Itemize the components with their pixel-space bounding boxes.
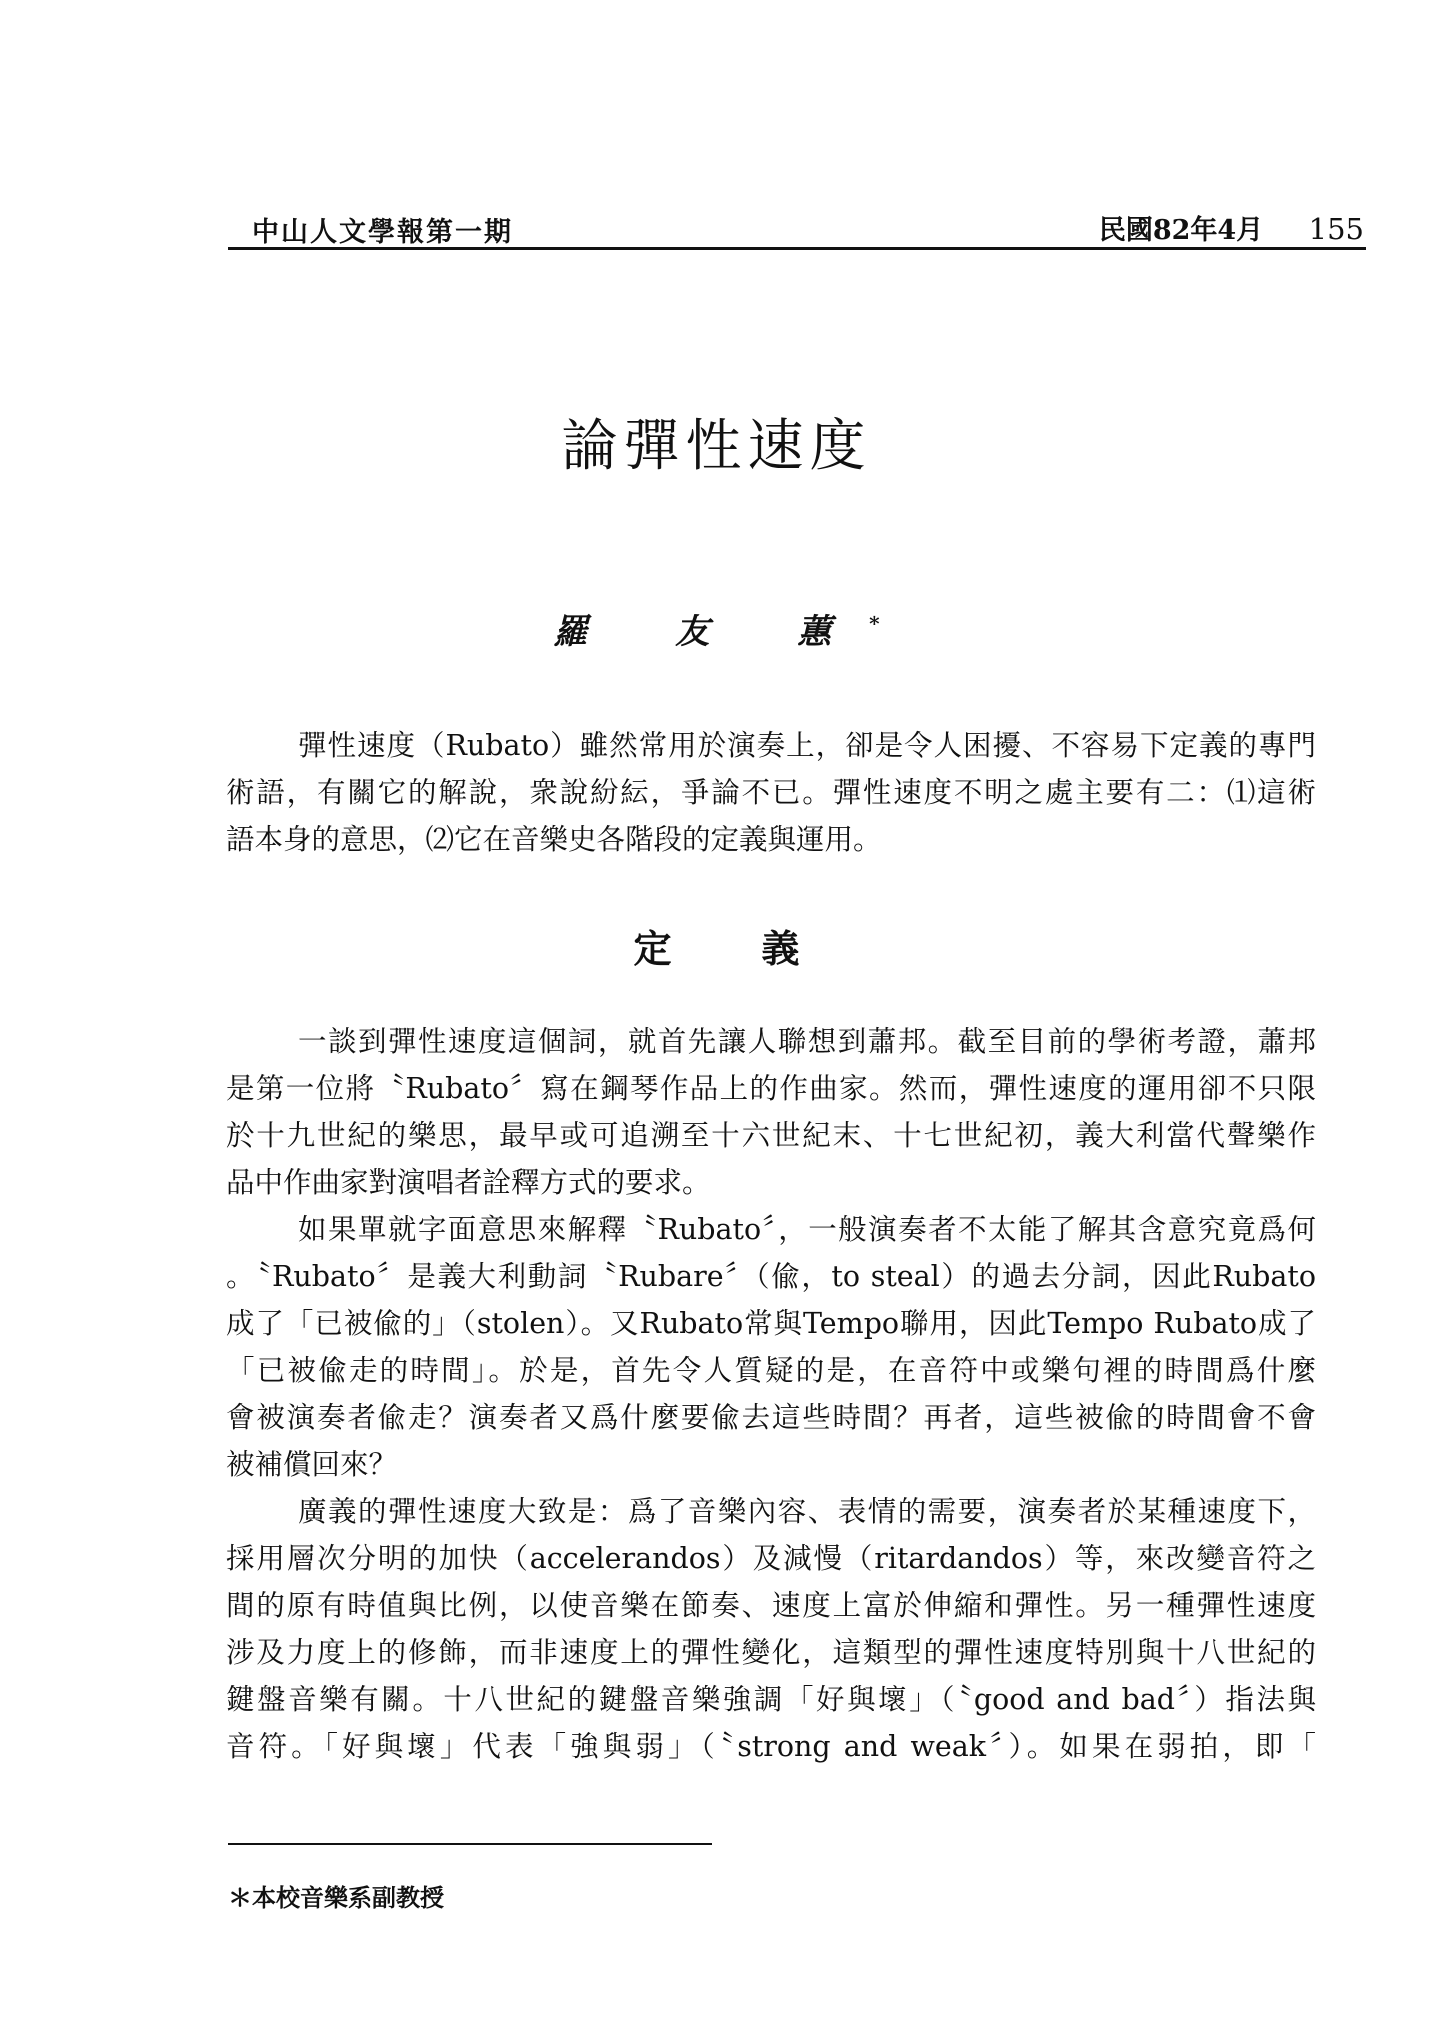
text-line: 音符。「好與壞」代表「強與弱」（〝strong and weak〞）。如果在弱拍，即「 (226, 1730, 1316, 1763)
footnote-divider (228, 1843, 712, 1845)
text-line: 。〝Rubato〞是義大利動詞〝Rubare〞（偸，to steal）的過去分詞，因此Rubato (226, 1260, 1316, 1293)
text-line: 涉及力度上的修飾，而非速度上的彈性變化，這類型的彈性速度特別與十八世紀的 (226, 1636, 1316, 1669)
text-line: 鍵盤音樂有關。十八世紀的鍵盤音樂強調「好與壞」（〝good and bad〞）指法與 (226, 1683, 1316, 1716)
text-line: 於十九世紀的樂思，最早或可追溯至十六世紀末、十七世紀初，義大利當代聲樂作 (226, 1119, 1316, 1152)
journal-name: 中山人文學報第一期 (252, 217, 513, 248)
abstract-line: 語本身的意思，⑵它在音樂史各階段的定義與運用。 (226, 823, 882, 856)
text-line: 採用層次分明的加快（accelerandos）及減慢（ritardandos）等，來改變音符之 (226, 1542, 1316, 1575)
page-number: 155 (1308, 212, 1364, 246)
text-line: 廣義的彈性速度大致是：爲了音樂內容、表情的需要，演奏者於某種速度下， (298, 1495, 1316, 1528)
running-head (228, 206, 1366, 250)
abstract (226, 722, 1316, 863)
text-line: 是第一位將〝Rubato〞寫在鋼琴作品上的作曲家。然而，彈性速度的運用卻不只限 (226, 1072, 1316, 1105)
text-line: 間的原有時值與比例，以使音樂在節奏、速度上富於伸縮和彈性。另一種彈性速度 (226, 1589, 1316, 1622)
paragraph-2 (226, 1206, 1316, 1488)
paragraph-1 (226, 1018, 1316, 1206)
paragraph-3 (226, 1488, 1316, 1770)
issue-info (1099, 208, 1364, 247)
text-line: 如果單就字面意思來解釋〝Rubato〞，一般演奏者不太能了解其含意究竟爲何 (298, 1213, 1316, 1246)
footnote: ＊本校音樂系副教授 (228, 1883, 444, 1912)
text-line: 「已被偸走的時間」。於是，首先令人質疑的是，在音符中或樂句裡的時間爲什麼 (226, 1354, 1316, 1387)
text-line: 品中作曲家對演唱者詮釋方式的要求。 (226, 1166, 711, 1199)
text-line: 被補償回來？ (226, 1448, 398, 1481)
abstract-line: 術語，有關它的解說，衆說紛紜，爭論不已。彈性速度不明之處主要有二：⑴這術 (226, 776, 1316, 809)
text-line: 會被演奏者偸走？演奏者又爲什麼要偸去這些時間？再者，這些被偸的時間會不會 (226, 1401, 1316, 1434)
text-line: 成了「已被偸的」（stolen）。又Rubato常與Tempo聯用，因此Tempo Rubato成了 (226, 1307, 1316, 1340)
text-line: 一談到彈性速度這個詞，就首先讓人聯想到蕭邦。截至目前的學術考證，蕭邦 (298, 1025, 1316, 1058)
author-footnote-mark: * (869, 611, 880, 636)
issue-date: 民國82年4月 (1098, 215, 1264, 246)
author-line (0, 604, 1433, 653)
section-heading: 定義 (633, 927, 890, 971)
author-name: 羅 友 蕙 (553, 612, 870, 652)
article-title: 論彈性速度 (561, 414, 872, 479)
abstract-line: 彈性速度（Rubato）雖然常用於演奏上，卻是令人困擾、不容易下定義的專門 (298, 729, 1316, 762)
